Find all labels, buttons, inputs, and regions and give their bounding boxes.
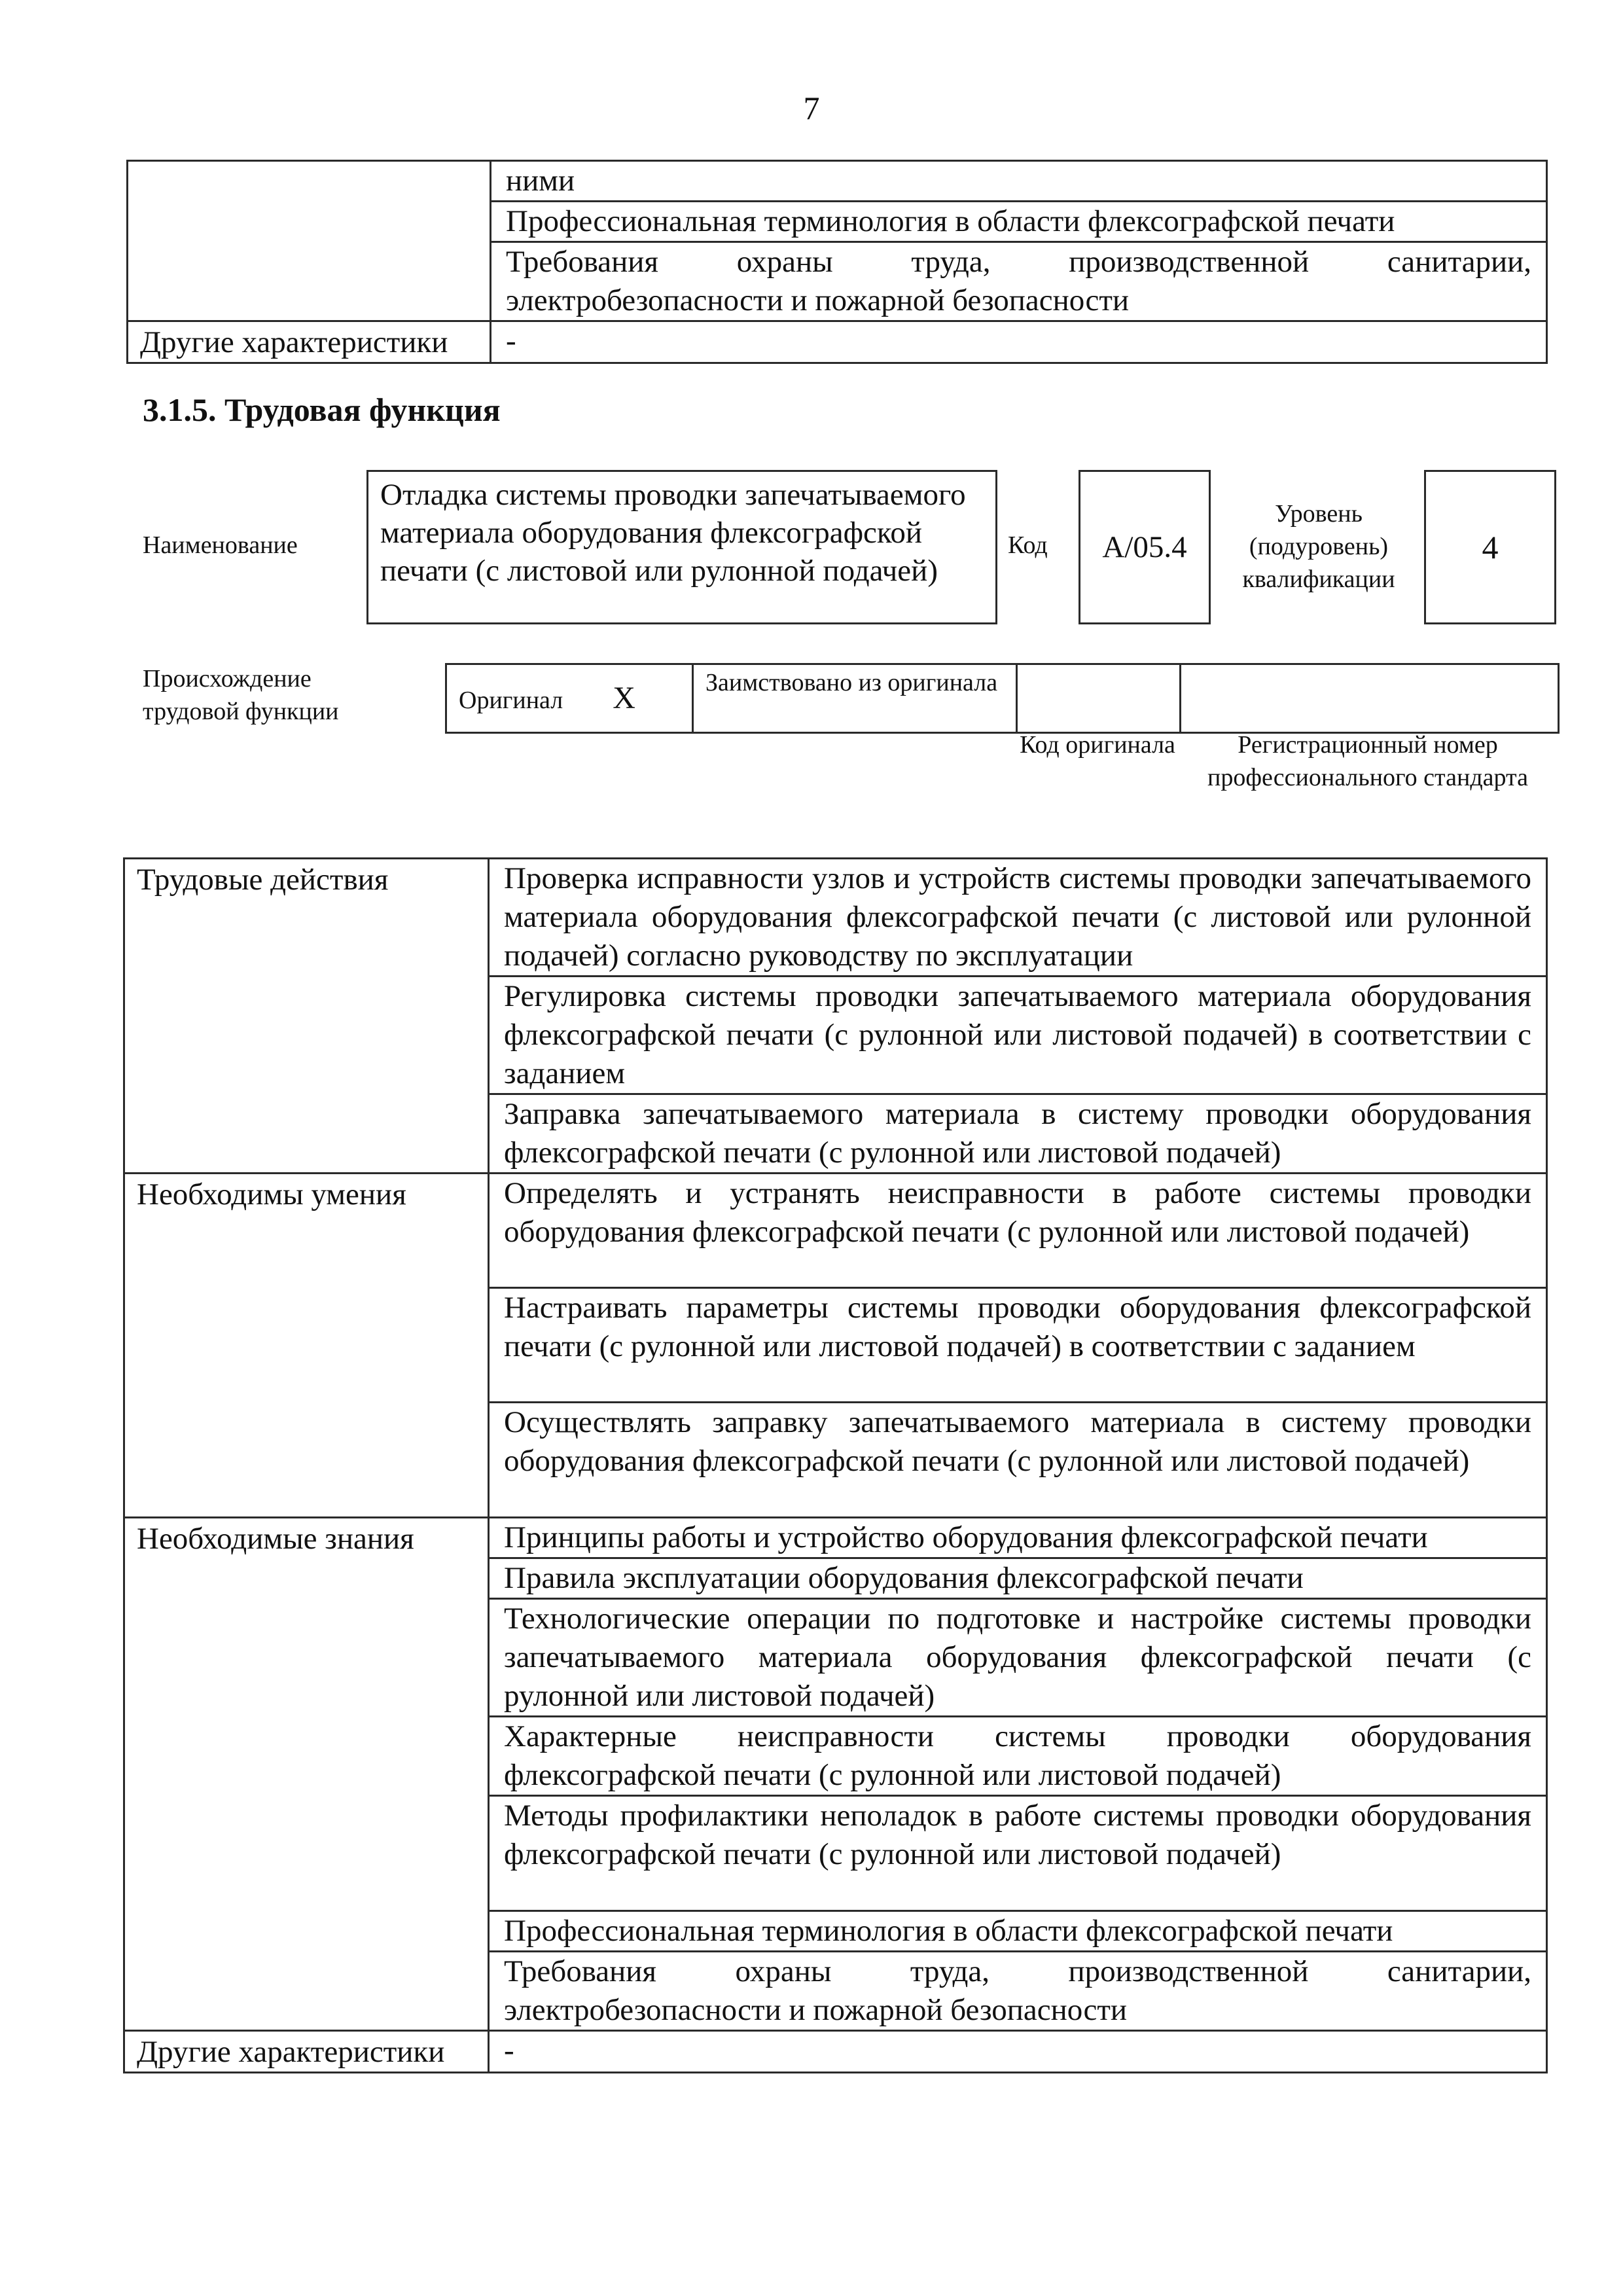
other-characteristics-value: - [491, 321, 1547, 363]
code-box [1079, 470, 1211, 624]
top-table-empty-label [128, 161, 491, 321]
reg-number-caption: Регистрационный номер профессионального стандарта [1207, 731, 1528, 791]
knowledge-item: Принципы работы и устройство оборудования флексографской печати [489, 1518, 1547, 1558]
level-value: 4 [1482, 529, 1499, 565]
origin-original-cell [446, 664, 693, 733]
section-title: 3.1.5. Трудовая функция [143, 391, 501, 428]
skill-item: Осуществлять заправку запечатываемого материала в систему проводки оборудования флексографской печати (с рулонной или листовой подачей) [489, 1403, 1547, 1518]
other-characteristics-label: Другие характеристики [124, 2031, 489, 2073]
borrowed-label: Заимствовано из оригинала [705, 669, 998, 696]
knowledge-item: Методы профилактики неполадок в работе системы проводки оборудования флексографской печати (с рулонной или листовой подачей) [489, 1796, 1547, 1911]
page-number: 7 [803, 90, 820, 126]
labor-function-table [123, 857, 1548, 2073]
function-name-value: Отладка системы проводки запечатываемого материала оборудования флексографской печати (с листовой или рулонной подачей) [380, 478, 966, 588]
top-table-item: Профессиональная терминология в области флексографской печати [491, 202, 1547, 242]
code-original-caption: Код оригинала [1020, 731, 1175, 759]
required-knowledge-label: Необходимые знания [124, 1518, 489, 2031]
origin-code-cell [1017, 664, 1181, 733]
labor-action-item: Регулировка системы проводки запечатываемого материала оборудования флексографской печати (с рулонной или листовой подачей) в соответствии с заданием [489, 977, 1547, 1094]
knowledge-item: Профессиональная терминология в области флексографской печати [489, 1911, 1547, 1952]
knowledge-item: Технологические операции по подготовке и настройке системы проводки запечатываемого материала оборудования флексографской печати (с рулонной или листовой подачей) [489, 1599, 1547, 1717]
qualification-level-label: Уровень (подуровень) квалификации [1242, 500, 1395, 593]
other-characteristics-value: - [489, 2031, 1547, 2073]
knowledge-item: Правила эксплуатации оборудования флексографской печати [489, 1558, 1547, 1599]
labor-action-item: Проверка исправности узлов и устройств системы проводки запечатываемого материала оборудования флексографской печати (с листовой или рулонной подачей) согласно руководству по эксплуатации [489, 859, 1547, 977]
other-characteristics-label: Другие характеристики [128, 321, 491, 363]
origin-label: Происхождение трудовой функции [143, 665, 339, 725]
original-mark: X [613, 681, 635, 715]
labor-actions-label: Трудовые действия [124, 859, 489, 1174]
function-name-box [366, 470, 997, 624]
labor-action-item: Заправка запечатываемого материала в систему проводки оборудования флексографской печати (с рулонной или листовой подачей) [489, 1094, 1547, 1174]
required-skills-label: Необходимы умения [124, 1174, 489, 1518]
code-value: A/05.4 [1102, 530, 1187, 564]
top-table-item: Требования охраны труда, производственной санитарии, электробезопасности и пожарной безопасности [491, 242, 1547, 321]
top-characteristics-table [126, 160, 1548, 364]
skill-item: Настраивать параметры системы проводки оборудования флексографской печати (с рулонной или листовой подачей) в соответствии с заданием [489, 1288, 1547, 1403]
code-label: Код [1008, 531, 1048, 559]
name-label: Наименование [143, 531, 298, 559]
original-label: Оригинал [459, 687, 563, 714]
origin-reg-number-cell [1181, 664, 1559, 733]
knowledge-item: Требования охраны труда, производственной санитарии, электробезопасности и пожарной безопасности [489, 1952, 1547, 2031]
origin-borrowed-cell [693, 664, 1017, 733]
level-box [1424, 470, 1556, 624]
skill-item: Определять и устранять неисправности в работе системы проводки оборудования флексографской печати (с рулонной или листовой подачей) [489, 1174, 1547, 1288]
knowledge-item: Характерные неисправности системы проводки оборудования флексографской печати (с рулонной или листовой подачей) [489, 1717, 1547, 1796]
origin-table [445, 663, 1560, 734]
top-table-item: ними [491, 161, 1547, 202]
